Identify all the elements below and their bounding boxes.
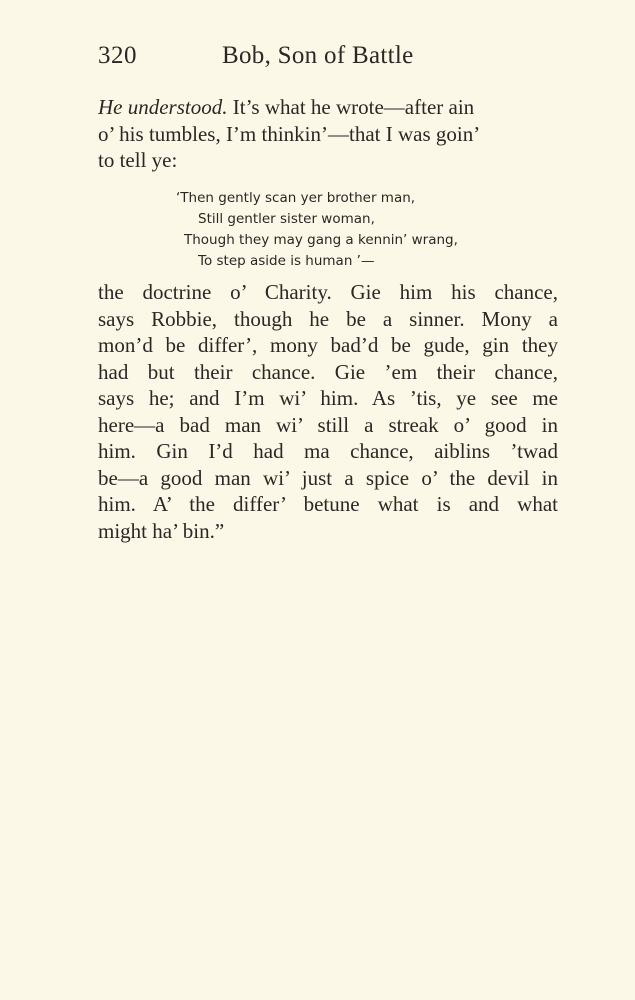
text-line: him. Gin I’d had ma chance, aiblins ’twad [98, 439, 558, 463]
text-line: him. A’ the differ’ betune what is and what [98, 492, 558, 516]
text-line: be—a good man wi’ just a spice o’ the devil in [98, 465, 558, 490]
verse-line: ‘Then gently scan yer brother man, [176, 190, 416, 206]
text-line: the doctrine o’ Charity. Gie him his chance, [98, 280, 558, 304]
page-header [96, 42, 556, 82]
text-line: here—a bad man wi’ still a streak o’ good in [98, 412, 558, 437]
text-line: had but their chance. Gie ’em their chance, [98, 359, 558, 384]
paragraph-2 [98, 279, 558, 544]
verse-line: Though they may gang a kennin’ wrang, [184, 232, 458, 248]
text-line: might ha’ bin.” [98, 518, 225, 543]
page-number: 320 [98, 42, 137, 69]
text-line: o’ his tumbles, I’m thinkin’—that I was goin’ [98, 121, 481, 146]
paragraph-1 [98, 94, 558, 174]
text-line [98, 94, 558, 121]
text-line: to tell ye: [98, 148, 178, 172]
text-line: says he; and I’m wi’ him. As ’tis, ye see me [98, 386, 558, 410]
line-text: It’s what he wrote—after ain [227, 95, 475, 119]
verse-quotation [176, 188, 496, 272]
verse-line: To step aside is human ’— [198, 253, 375, 269]
text-line: says Robbie, though he be a sinner. Mony a [98, 306, 558, 331]
italic-phrase: He understood. [98, 95, 228, 119]
text-line: mon’d be differ’, mony bad’d be gude, gin they [98, 333, 558, 357]
running-title: Bob, Son of Battle [222, 42, 414, 69]
verse-line: Still gentler sister woman, [198, 211, 375, 227]
